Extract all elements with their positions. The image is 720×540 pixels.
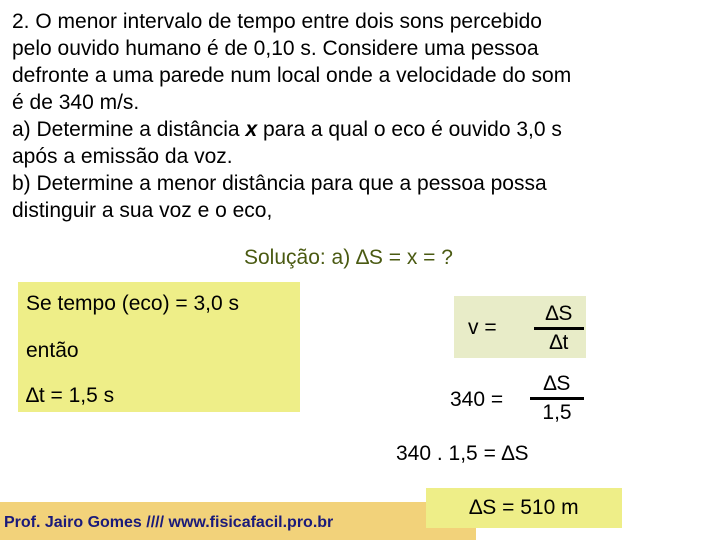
problem-line-b: b) Determine a menor distância para que a pessoa possa: [12, 172, 547, 195]
variable-x: x: [245, 118, 258, 141]
problem-line-a: [12, 116, 712, 143]
eq1-lhs: v =: [468, 316, 497, 339]
problem-line: após a emissão da voz.: [12, 145, 233, 168]
problem-line: defronte a uma parede num local onde a velocidade do som: [12, 64, 572, 87]
eq3: 340 . 1,5 = ∆S: [396, 442, 529, 465]
eq2-numerator: ∆S: [543, 372, 571, 395]
fraction-bar: [530, 397, 584, 400]
eq2-lhs: 340 =: [450, 388, 504, 411]
problem-line: distinguir a sua voz e o eco,: [12, 199, 273, 222]
problem-line: é de 340 m/s.: [12, 91, 140, 114]
eq1-fraction: [534, 302, 584, 355]
result-box: ∆S = 510 m: [426, 488, 622, 528]
eq2-fraction: [530, 372, 584, 425]
problem-statement: [12, 8, 712, 224]
problem-line: 2. O menor intervalo de tempo entre dois sons percebido: [12, 10, 542, 33]
fraction-bar: [534, 327, 584, 330]
eq1-numerator: ∆S: [545, 302, 573, 325]
eq1-denominator: ∆t: [549, 331, 569, 354]
given-line-entao: então: [26, 339, 79, 362]
given-box: [18, 282, 300, 412]
given-line-tempo: Se tempo (eco) = 3,0 s: [26, 292, 240, 315]
given-line-delta-t: ∆t = 1,5 s: [26, 384, 115, 407]
eq2-denominator: 1,5: [542, 401, 572, 424]
problem-line: pelo ouvido humano é de 0,10 s. Considere uma pessoa: [12, 37, 539, 60]
footer-credit: Prof. Jairo Gomes //// www.fisicafacil.pro.br: [4, 514, 334, 531]
line-a-post: para a qual o eco é ouvido 3,0 s: [257, 118, 562, 141]
line-a-pre: a) Determine a distância: [12, 118, 246, 141]
solution-title: Solução: a) ∆S = x = ?: [244, 246, 453, 269]
